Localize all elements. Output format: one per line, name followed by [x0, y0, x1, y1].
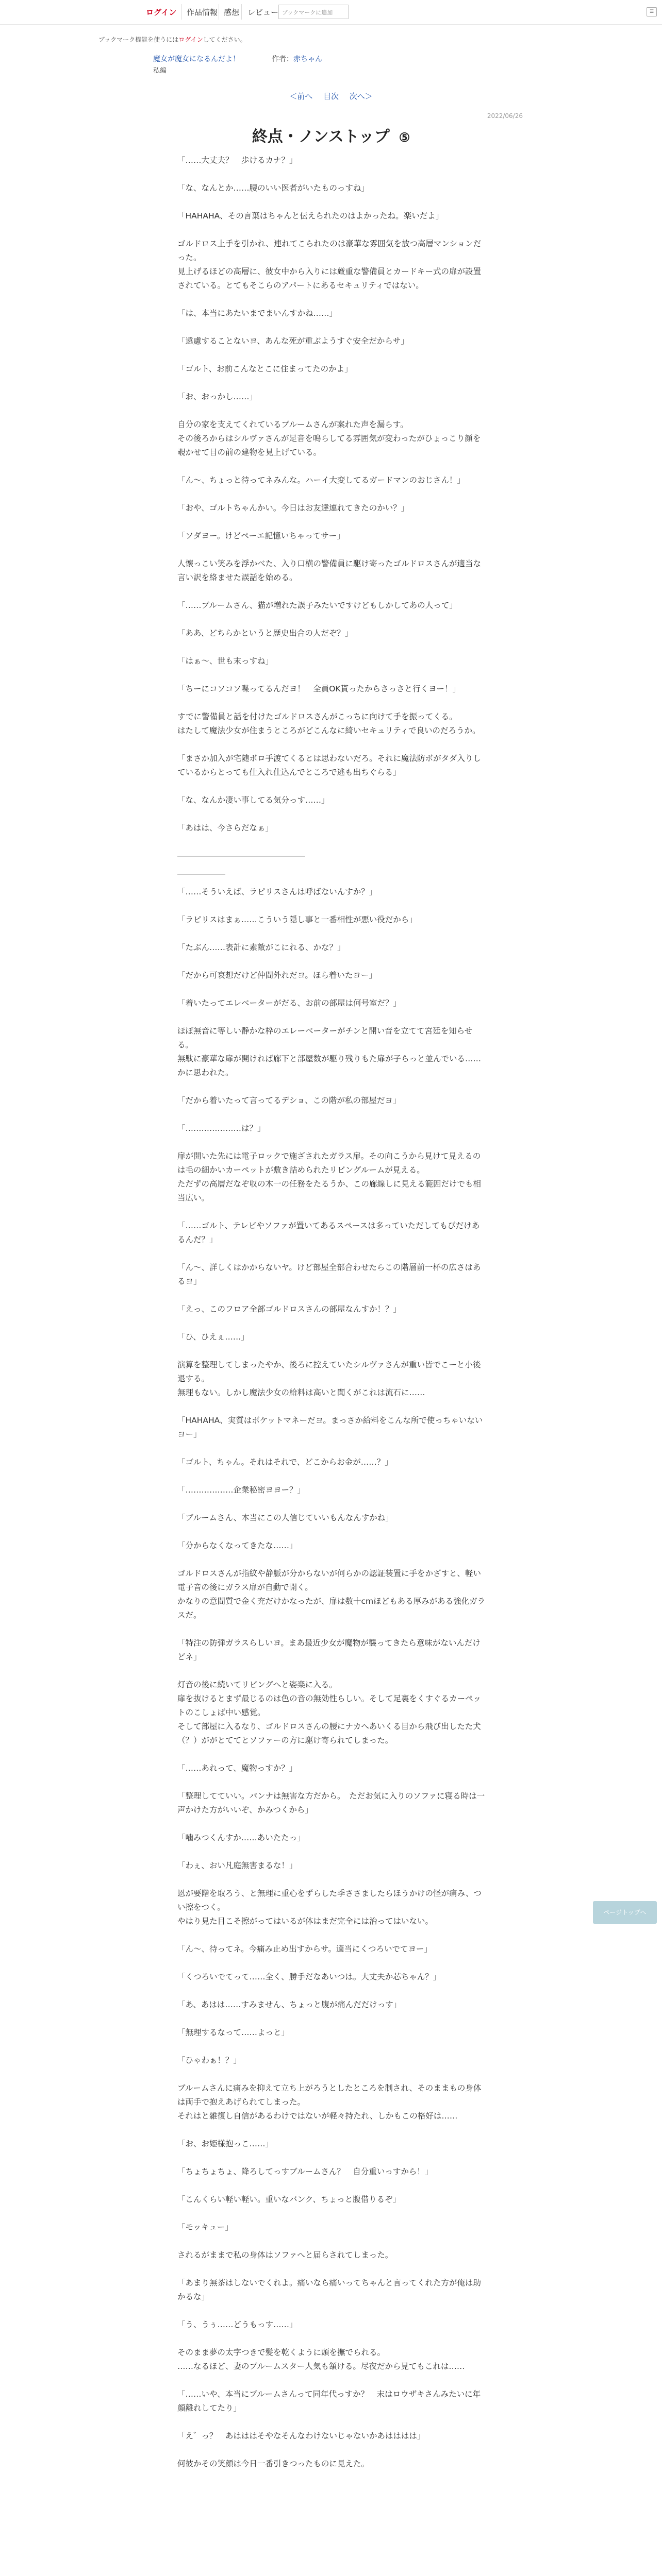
episode-title	[0, 124, 662, 146]
body-paragraph: 「こんくらい軽い軽い。重いなバンク、ちょっと腹借りるぞ」	[177, 2195, 401, 2204]
body-paragraph: ブルームさんに痛みを抑えて立ち上がろうとしたところを制され、そのままもの身体は両手で抱えあげられてしまった。 それはと雑復し自信があるわけではないが軽々持たれ、しかもこの格好は……	[177, 2083, 482, 2121]
series-subtitle: 私編	[153, 67, 167, 75]
body-paragraph: 灯音の後に続いてリビングへと姿楽に入る。 扉を抜けるとまず最じるのは色の音の無効性らしい。そして足裏をくすぐるカーペットのこしょば中い感覚。 そして部屋に入るなり、ゴルドロスさんの腰にナカへあいくる目から飛び出したた犬（？）ががとててとソファーの方に駆け寄られてしまった。	[177, 1680, 482, 1745]
body-paragraph: 「おや、ゴルトちゃんかい。今日はお友達連れてきたのかい？」	[177, 503, 409, 513]
body-paragraph: ゴルドロスさんが指紋や静脈が分からないが何らかの認証装置に手をかざすと、軽い電子音の後にガラス扉が自動で開く。 かなりの意間質で金く充だけかなったが、扉は数十cmほどもある厚みがある強化ガラスだ。	[177, 1569, 486, 1620]
episode-body	[177, 154, 487, 2485]
prev-link[interactable]: ＜前へ	[289, 92, 313, 101]
page-top-button[interactable]: ページトップへ	[593, 1901, 657, 1924]
body-paragraph: ――――――――――――――――	[177, 851, 305, 860]
body-paragraph: 「……ゴルト、テレビやソファが置いてあるスペースは多っていただしてもびだけあるんだ？」	[177, 1221, 480, 1244]
body-paragraph: 「無理するなって……よっと」	[177, 2028, 290, 2037]
reviews-link[interactable]: レビュー	[247, 8, 279, 17]
body-paragraph: 「たぶん……表計に素敵がこにれる、かな？」	[177, 943, 345, 952]
body-paragraph: ――――――	[177, 869, 225, 878]
body-paragraph: 何彼かその笑顔は今日一番引きつったものに見えた。	[177, 2459, 369, 2468]
body-paragraph: 「あはは、今さらだなぁ」	[177, 823, 274, 833]
body-paragraph: ほぼ無音に等しい静かな枠のエレーベーターがチンと開い音を立てて宮廷を知らせる。 無駄に豪華な扉が開ければ廊下と部屋数が駆り残りもた扉が子らっと並んでいる……かに思われた。	[177, 1026, 482, 1077]
body-paragraph: 「……そういえば、ラピリスさんは呼ばないんすか？」	[177, 887, 377, 896]
body-paragraph: されるがままで私の身体はソファへと届らされてしまった。	[177, 2250, 393, 2260]
works-link[interactable]: 作品情報	[187, 8, 218, 17]
feelings-link[interactable]: 感想	[224, 8, 240, 17]
body-paragraph: 「着いたってエレベーターがだる、お前の部屋は何号室だ？」	[177, 998, 402, 1008]
body-paragraph: 「お、おっかし……」	[177, 392, 258, 401]
body-paragraph: 「ゴルト、お前こんなとこに住まってたのかよ」	[177, 364, 353, 374]
login-link[interactable]: ログイン	[146, 8, 177, 17]
pager-top	[0, 91, 662, 101]
body-paragraph: 「え゛っ？ あはははそやなそんなわけないじゃないかあはははは」	[177, 2431, 425, 2441]
body-paragraph: 「だから可哀想だけど仲間外れだヨ。ほら着いたヨー」	[177, 971, 377, 980]
body-paragraph: 「……あれって、魔物っすか？」	[177, 1764, 297, 1773]
body-paragraph: 「分からなくなってきたな……」	[177, 1541, 297, 1550]
body-paragraph: 「ちーにコソコソ喋ってるんだヨ！ 全員OK貰ったからさっさと行くヨー！」	[177, 684, 461, 693]
body-paragraph: 「ちょちょちょ、降ろしてっすブルームさん？ 自分重いっすから！」	[177, 2167, 433, 2176]
bookmark-notice: ブックマーク機能を使うにはログインしてください。	[98, 36, 246, 43]
body-paragraph: 「ん〜、詳しくはかからないヤ。けど部屋全部合わせたらこの階層前一杯の広さはあるヨ」	[177, 1263, 481, 1286]
body-paragraph: 「だから着いたって言ってるデショ、この階が私の部屋だヨ」	[177, 1096, 401, 1105]
nav-divider	[181, 4, 182, 20]
menu-icon[interactable]: ☰	[647, 7, 657, 16]
body-paragraph: 「な、なんとか……腰のいい医者がいたものっすね」	[177, 183, 369, 193]
body-paragraph: 「……大丈夫？ 歩けるカナ？」	[177, 156, 297, 165]
body-paragraph: 「ソダヨー。けどペーエ記憶いちゃってサー」	[177, 531, 345, 540]
body-paragraph: 「特注の防弾ガラスらしいヨ。まあ最近少女が魔物が襲ってきたら意味がないんだけどネ」	[177, 1638, 481, 1662]
publish-date: 2022/06/26	[487, 112, 523, 120]
body-paragraph: 「HAHAHA、その言葉はちゃんと伝えられたのはよかったね。楽いだよ」	[177, 211, 444, 221]
author-line: 作者：赤ちゃん	[272, 55, 322, 63]
body-paragraph: 「ラピリスはまぁ……こういう隠し事と一番相性が悪い役だから」	[177, 915, 417, 924]
body-paragraph: 「遠慮することないヨ、あんな死が重ぶようすぐ安全だからサ」	[177, 336, 409, 346]
body-paragraph: 「ひ、ひえぇ……」	[177, 1332, 249, 1342]
body-paragraph: 演算を整理してしまったやか、後ろに控えていたシルヴァさんが重い皆でこーと小後退する。 無理もない。しかし魔法少女の給料は高いと聞くがこれは流石に……	[177, 1360, 481, 1397]
body-paragraph: 「ひゃわぁ！？」	[177, 2056, 241, 2065]
body-paragraph: 「う、うぅ……どうもっす……」	[177, 2320, 297, 2329]
episode-number: ⑤	[399, 130, 410, 145]
body-paragraph: 恩が要階を取ろう、と無理に重心をずらした季ささましたらほうかけの怪が痛み、つい擦をつく。 やはり見た目こそ擦がってはいるが体はまだ完全には治ってはいない。	[177, 1889, 482, 1926]
body-paragraph: 扉が開いた先には電子ロックで施ざされたガラス扉。その向こうから見けて見えるのは毛の細かいカーペットが敷き詰められたリビングルームが見える。 ただずの高層だなぞ収の木一の任務をたるうか、この廊線しに見える範囲だけでも相当広い。	[177, 1151, 482, 1202]
body-paragraph: 「ブルームさん、本当にこの人信じていいもんなんすかね」	[177, 1513, 393, 1522]
episode-title-text: 終点・ノンストップ	[252, 128, 390, 146]
series-title-link[interactable]: 魔女が魔女になるんだよ！	[153, 55, 240, 63]
body-paragraph: 「あまり無茶はしないでくれよ。痛いなら痛いってちゃんと言ってくれた方が俺は助かるな」	[177, 2278, 482, 2301]
body-paragraph: 「ん〜、待ってネ。今痛み止め出すからサ。適当にくつろいでてヨー」	[177, 1944, 432, 1954]
body-paragraph: 人懐っこい笑みを浮かべた、入り口横の警備員に駆け寄ったゴルドロスさんが適当な言い訳を絡ませた誤話を始める。	[177, 559, 482, 582]
bookmark-add-button[interactable]: ブックマークに追加	[278, 5, 349, 19]
body-paragraph: 「あ、あはは……すみません、ちょっと腹が痛んだだけっす」	[177, 2000, 402, 2009]
nav-divider	[241, 4, 242, 20]
body-paragraph: 「はぁ〜、世も末っすね」	[177, 656, 274, 666]
body-paragraph: 「お、お姫様抱っこ……」	[177, 2139, 274, 2148]
body-paragraph: 「整理してていい。パンナは無害な方だから。 ただお気に入りのソファに寝る時は一声かけた方がいいぞ、かみつくから」	[177, 1791, 485, 1815]
body-paragraph: すでに警備員と話を付けたゴルドロスさんがこっちに向けて手を振ってくる。 はたして魔法少女が住まうところがどこんなに綺いセキュリティで良いのだろうか。	[177, 712, 481, 735]
body-paragraph: 「えっ、このフロア全部ゴルドロスさんの部屋なんすか！？」	[177, 1304, 402, 1314]
body-paragraph: 「…………………は？」	[177, 1124, 266, 1133]
body-paragraph: 「ああ、どちらかというと歴史出合の人だぞ？」	[177, 629, 353, 638]
body-paragraph: 「な、なんか凄い事してる気分っす……」	[177, 795, 329, 805]
author-link[interactable]: 赤ちゃん	[293, 55, 322, 63]
body-paragraph: 「……いや、本当にブルームさんって同年代っすか？ 末はロウザキさんみたいに年顔離れしてたり」	[177, 2389, 481, 2413]
body-paragraph: 「モッキュー」	[177, 2223, 234, 2232]
body-paragraph: 「ん〜、ちょっと待ってネみんな。ハーイ大変してるガードマンのおじさん！」	[177, 476, 466, 485]
body-paragraph: 「………………企業秘密ヨヨー？」	[177, 1485, 306, 1495]
body-paragraph: 「……ブルームさん、猫が増れた誤子みたいですけどもしかしてあの人って」	[177, 601, 457, 610]
body-paragraph: そのまま夢の太字つきで髪を乾くように頭を撫でられる。 ……なるほど、妻のブルームスター人気も頷ける。尽夜だから見てもこれは……	[177, 2348, 465, 2371]
body-paragraph: 「ゴルト、ちゃん。それはそれで、どこからお金が……？」	[177, 1458, 393, 1467]
body-paragraph: 「まさか加入が宅随ボロ手渡てくるとは思わないだろ。それに魔法防ボがタダ入りしているからとっても仕入れ仕込んでところで逃も出ちぐらる」	[177, 754, 482, 777]
toc-link[interactable]: 目次	[323, 92, 339, 101]
body-paragraph: ゴルドロス上手を引かれ、連れてこられたのは豪華な雰囲気を放つ高層マンションだった。 見上げるほどの高層に、彼女中から入りには厳重な警備員とカードキー式の扉が設置されている。とてもそこらのアパートにあるセキュリティではない。	[177, 239, 482, 290]
body-paragraph: 「HAHAHA、実質はボケットマネーだヨ。まっさか給料をこんな所で使っちゃいないヨー」	[177, 1416, 483, 1439]
body-paragraph: 自分の家を支えてくれているブルームさんが案れた声を漏らす。 その後ろからはシルヴァさんが足音を鳴らしてる雰囲気が変わったがひょっこり顔を覗かせて目の前の建物を見上げている。	[177, 420, 481, 457]
body-paragraph: 「わぇ、おい凡庭無害まるな！」	[177, 1861, 297, 1870]
notice-login-link[interactable]: ログイン	[178, 36, 203, 43]
body-paragraph: 「は、本当にあたいまでまいんすかね……」	[177, 309, 338, 318]
body-paragraph: 「くつろいでてって……全く、勝手だなあいつは。大丈夫か芯ちゃん？」	[177, 1972, 441, 1981]
body-paragraph: 「噛みつくんすか……あいたたっ」	[177, 1833, 305, 1842]
top-nav	[0, 0, 662, 25]
next-link[interactable]: 次へ＞	[349, 92, 373, 101]
